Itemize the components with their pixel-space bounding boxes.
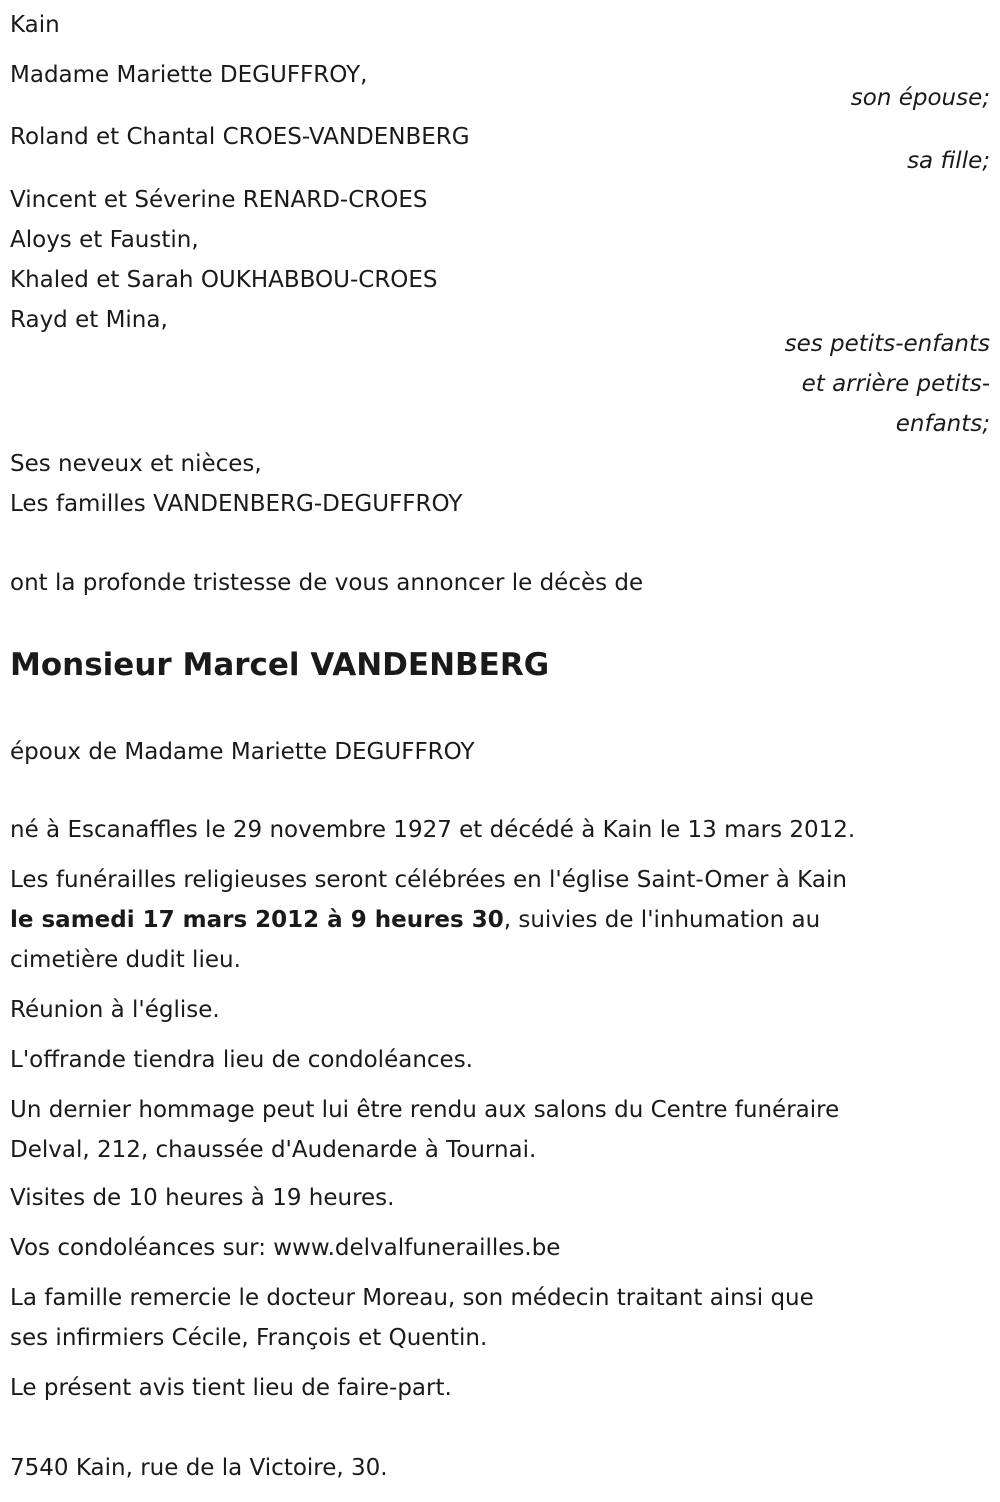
- family-line: Khaled et Sarah OUKHABBOU-CROES: [10, 267, 438, 293]
- family-line: Madame Mariette DEGUFFROY,: [10, 62, 368, 88]
- funeral-text-cont: , suivies de l'inhumation au: [503, 907, 821, 933]
- notice: Le présent avis tient lieu de faire-part.: [10, 1375, 452, 1401]
- family-role: ses petits-enfants: [784, 331, 990, 357]
- family-line: Roland et Chantal CROES-VANDENBERG: [10, 124, 470, 150]
- funeral-text: Les funérailles religieuses seront célébrées en l'église Saint-Omer à Kain: [10, 867, 847, 893]
- family-role: sa fille;: [907, 148, 990, 174]
- family-line: Aloys et Faustin,: [10, 227, 199, 253]
- tribute: Un dernier hommage peut lui être rendu aux salons du Centre funéraire: [10, 1097, 840, 1123]
- condolences: Vos condoléances sur: www.delvalfunerailles.be: [10, 1235, 561, 1261]
- spouse-of: époux de Madame Mariette DEGUFFROY: [10, 739, 475, 765]
- birth-death: né à Escanaffles le 29 novembre 1927 et décédé à Kain le 13 mars 2012.: [10, 817, 856, 843]
- family-role: et arrière petits-: [801, 371, 990, 397]
- family-line: Les familles VANDENBERG-DEGUFFROY: [10, 491, 463, 517]
- family-role: enfants;: [895, 411, 990, 437]
- family-line: Rayd et Mina,: [10, 307, 168, 333]
- funeral-text: cimetière dudit lieu.: [10, 947, 241, 973]
- meeting: Réunion à l'église.: [10, 997, 220, 1023]
- funeral-date: le samedi 17 mars 2012 à 9 heures 30: [10, 907, 504, 933]
- family-role: son épouse;: [850, 85, 990, 111]
- location: Kain: [10, 12, 60, 38]
- announcement: ont la profonde tristesse de vous annoncer le décès de: [10, 570, 644, 596]
- family-line: Vincent et Séverine RENARD-CROES: [10, 187, 428, 213]
- deceased-name: Monsieur Marcel VANDENBERG: [10, 647, 550, 683]
- address: 7540 Kain, rue de la Victoire, 30.: [10, 1455, 388, 1481]
- family-line: Ses neveux et nièces,: [10, 451, 262, 477]
- offering: L'offrande tiendra lieu de condoléances.: [10, 1047, 473, 1073]
- funeral-text: [10, 905, 820, 935]
- thanks: ses infirmiers Cécile, François et Quentin.: [10, 1325, 488, 1351]
- thanks: La famille remercie le docteur Moreau, son médecin traitant ainsi que: [10, 1285, 814, 1311]
- tribute: Delval, 212, chaussée d'Audenarde à Tournai.: [10, 1137, 537, 1163]
- visits: Visites de 10 heures à 19 heures.: [10, 1185, 395, 1211]
